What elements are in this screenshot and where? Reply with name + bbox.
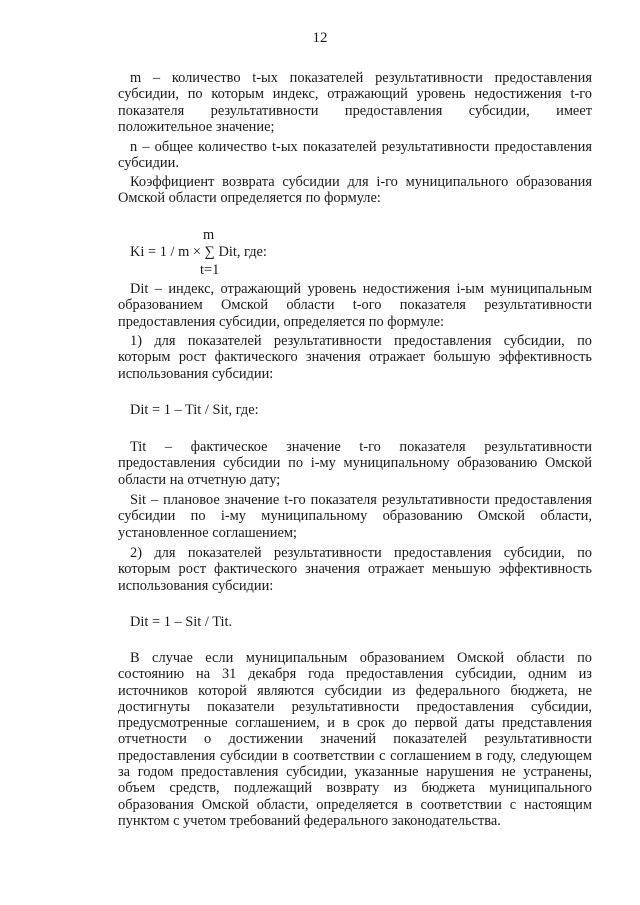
case-1-text: 1) для показателей результативности предоставления субсидии, по которым рост фактического значения отражает большую эффективность использования субсидии: [118,333,592,382]
definition-n: n – общее количество t-ых показателей результативности предоставления субсидии. [118,139,592,172]
dit-definition: Dit – индекс, отражающий уровень недостижения i-ым муниципальным образованием Омской области t-ого показателя результативности предоставления субсидии, определяется по формуле: [118,281,592,330]
ki-intro: Коэффициент возврата субсидии для i-го муниципального образования Омской области определяется по формуле: [118,174,592,207]
page-number: 12 [312,30,328,46]
formula-ki-lower-limit: t=1 [200,262,220,278]
formula-dit-2: Dit = 1 – Sit / Tit. [130,614,233,630]
definition-m: m – количество t-ых показателей результативности предоставления субсидии, по которым индекс, отражающий уровень недостижения t-го показателя результативности предоставления субсидии, имеет положительное значение; [118,70,592,135]
case-2-text: 2) для показателей результативности предоставления субсидии, по которым рост фактического значения отражает меньшую эффективность использования субсидии: [118,545,592,594]
tit-definition: Tit – фактическое значение t-го показателя результативности предоставления субсидии по i-му муниципальному образованию Омской области на отчетную дату; [118,439,592,488]
formula-ki-upper-limit: m [203,227,215,243]
formula-dit-1: Dit = 1 – Tit / Sit, где: [130,402,259,418]
final-paragraph: В случае если муниципальным образованием Омской области по состоянию на 31 декабря года предоставления субсидии, одним из источников которой являются субсидии из федерального бюджета, не достигнуты показатели результативности предоставления субсидии, предусмотренные соглашением, и в срок до первой даты представления отчетности о достижении значений показателей результативности предоставления субсидии в соответствии с соглашением в году, следующем за годом предоставления субсидии, указанные нарушения не устранены, объем средств, подлежащий возврату из бюджета муниципального образования Омской области, определяется в соответствии с настоящим пунктом с учетом требований федерального законодательства. [118,650,592,829]
formula-ki-main: Ki = 1 / m × ∑ Dit, где: [130,244,267,260]
sit-definition: Sit – плановое значение t-го показателя результативности предоставления субсидии по i-му муниципальному образованию Омской области, установленное соглашением; [118,492,592,541]
